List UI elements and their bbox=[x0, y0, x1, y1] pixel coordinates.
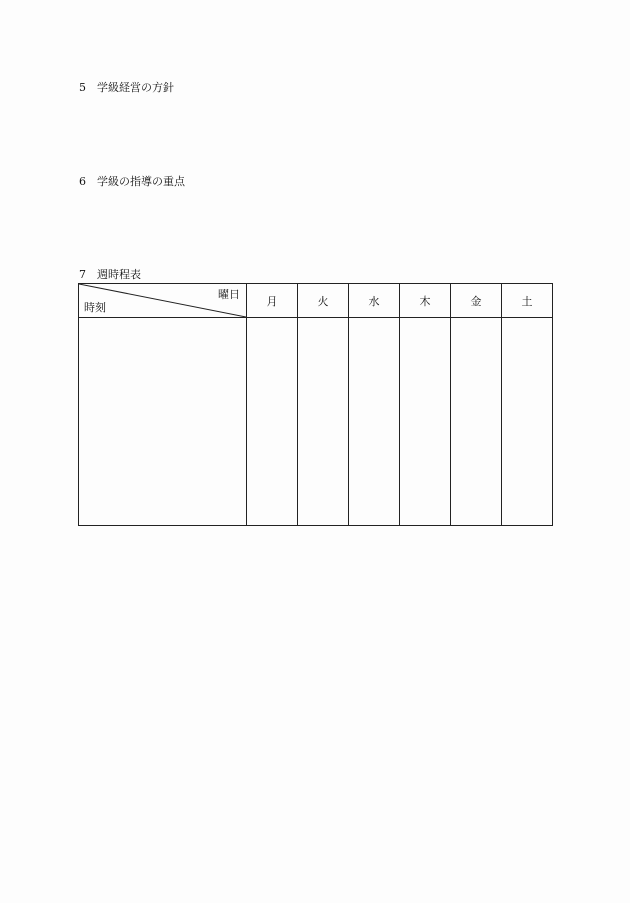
section-number: 6 bbox=[79, 175, 86, 188]
time-cell bbox=[79, 318, 247, 526]
day-header-thu: 木 bbox=[400, 284, 451, 318]
day-header-tue: 火 bbox=[298, 284, 349, 318]
day-header-sat: 土 bbox=[502, 284, 553, 318]
day-cell-thu bbox=[400, 318, 451, 526]
day-header-mon: 月 bbox=[247, 284, 298, 318]
timetable-header-row bbox=[79, 284, 553, 318]
section-heading-7 bbox=[79, 268, 141, 282]
day-cell-mon bbox=[247, 318, 298, 526]
section-heading-6 bbox=[79, 175, 185, 189]
section-title: 学級経営の方針 bbox=[97, 81, 174, 94]
section-number: 5 bbox=[79, 81, 86, 94]
corner-cell bbox=[79, 284, 247, 318]
day-cell-sat bbox=[502, 318, 553, 526]
day-cell-wed bbox=[349, 318, 400, 526]
day-cell-tue bbox=[298, 318, 349, 526]
corner-label-weekday: 曜日 bbox=[218, 288, 240, 301]
day-cell-fri bbox=[451, 318, 502, 526]
section-heading-5 bbox=[79, 81, 174, 95]
timetable-body-row bbox=[79, 318, 553, 526]
weekly-timetable bbox=[78, 283, 553, 526]
section-title: 学級の指導の重点 bbox=[97, 175, 185, 188]
section-number: 7 bbox=[79, 268, 86, 281]
day-header-fri: 金 bbox=[451, 284, 502, 318]
day-header-wed: 水 bbox=[349, 284, 400, 318]
section-title: 週時程表 bbox=[97, 268, 141, 281]
corner-label-time: 時刻 bbox=[84, 301, 106, 314]
